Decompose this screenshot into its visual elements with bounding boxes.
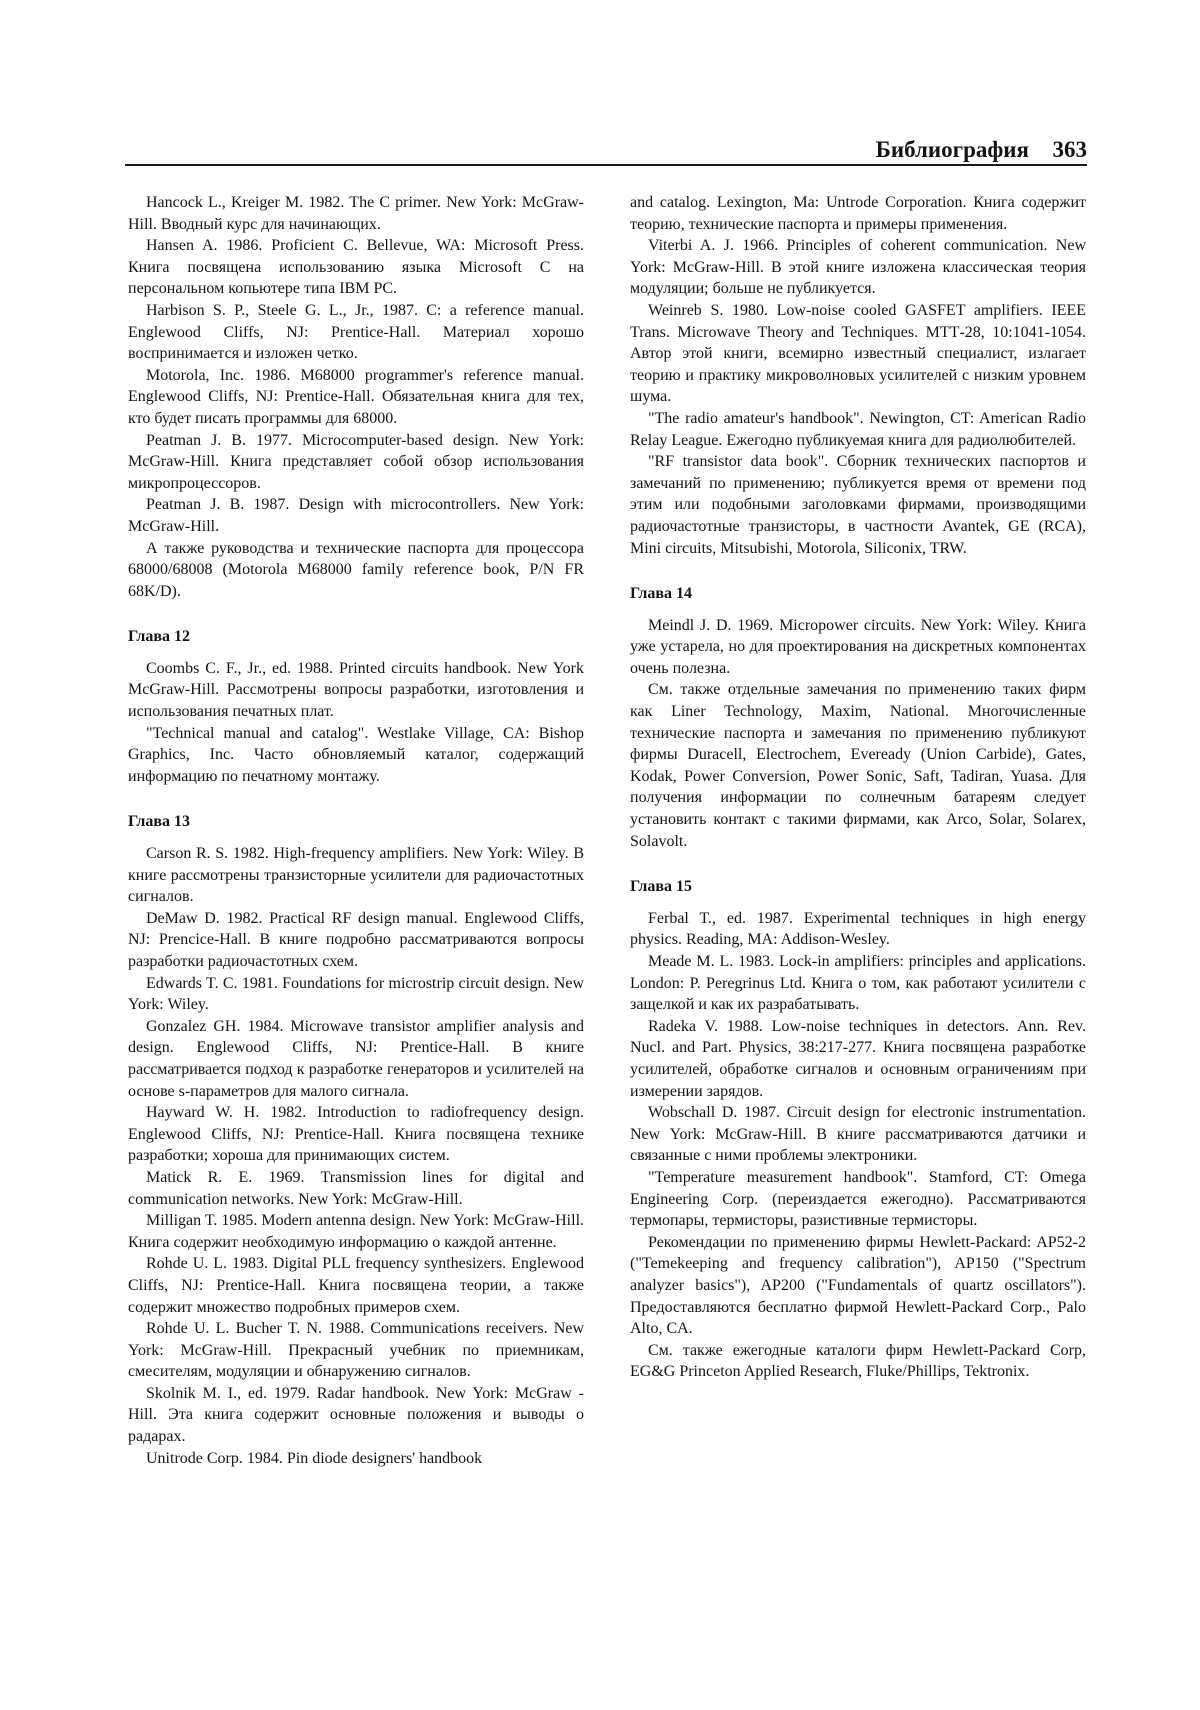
bib-entry: Edwards T. C. 1981. Foundations for microstrip circuit design. New York: Wiley. — [128, 974, 584, 1014]
section-gap — [128, 787, 584, 811]
bib-entry: Meade M. L. 1983. Lock-in amplifiers: principles and applications. London: P. Peregrinus Ltd. Книга о том, как работают усилители с защелкой и как их разрабатывать. — [630, 953, 1086, 1014]
header-rule — [125, 164, 1087, 166]
bib-entry: Carson R. S. 1982. High-frequency amplifiers. New York: Wiley. В книге рассмотрены транзисторные усилители для радиочастотных сигналов. — [128, 845, 584, 906]
bib-entry: Radeka V. 1988. Low-noise techniques in detectors. Ann. Rev. Nucl. and Part. Physics, 38:217-277. Книга посвящена разработке усилителей, обработке сигналов и основным ограничениям при измерении зарядов. — [630, 1017, 1086, 1100]
bib-entry: Hansen A. 1986. Proficient C. Bellevue, WA: Microsoft Press. Книга посвящена использованию языка Microsoft C на персональном копьютере типа IBM PC. — [128, 237, 584, 298]
page-number: 363 — [1052, 137, 1087, 162]
heading-gap — [128, 648, 584, 658]
bib-entry: Ferbal T., ed. 1987. Experimental techniques in high energy physics. Reading, MA: Addison-Wesley. — [630, 909, 1086, 949]
bib-entry: Viterbi A. J. 1966. Principles of coherent communication. New York: McGraw-Hill. В этой книге изложена классическая теория модуляции; больше не публикуется. — [630, 237, 1086, 298]
bib-entry: См. также ежегодные каталоги фирм Hewlett-Packard Corp, EG&G Princeton Applied Research, Fluke/Phillips, Tektronix. — [630, 1341, 1086, 1381]
bib-entry: Coombs C. F., Jr., ed. 1988. Printed circuits handbook. New York McGraw-Hill. Рассмотрены вопросы разработки, изготовления и использования печатных плат. — [128, 659, 584, 721]
heading-gap — [128, 833, 584, 843]
bib-entry: Weinreb S. 1980. Low-noise cooled GASFET amplifiers. IEEE Trans. Microwave Theory and Techniques. МТТ-28, 10:1041-1054. Автор этой книги, всемирно известный специалист, излагает теорию и практику микроволновых усилителей с низким уровнем шума. — [630, 301, 1086, 406]
section-gap — [128, 602, 584, 626]
bib-entry: Harbison S. P., Steele G. L., Jr., 1987. C: a reference manual. Englewood Cliffs, NJ: Prentice-Hall. Материал хорошо воспринимается и изложен четко. — [128, 301, 584, 363]
bib-entry: "Temperature measurement handbook". Stamford, CT: Omega Engineering Corp. (переиздается ежегодно). Рассматриваются термопары, термисторы, разистивные термисторы. — [630, 1168, 1086, 1230]
left-column — [128, 192, 584, 1469]
section-gap — [630, 559, 1086, 583]
bib-entry: Meindl J. D. 1969. Micropower circuits. New York: Wiley. Книга уже устарела, но для проектирования на дискретных компонентах очень полезна. — [630, 616, 1086, 677]
bib-entry: "The radio amateur's handbook". Newington, CT: American Radio Relay League. Ежегодно публикуемая книга для радиолюбителей. — [630, 409, 1086, 449]
chapter-heading-12: Глава 12 — [128, 628, 190, 646]
heading-gap — [630, 605, 1086, 615]
bib-entry: Hancock L., Kreiger M. 1982. The C primer. New York: McGraw-Hill. Вводный курс для начинающих. — [128, 194, 584, 233]
bib-entry: "RF transistor data book". Сборник технических паспортов и замечаний по применению; публикуется время от времени под этим или подобными заголовками фирмами, производящими радиочастотные транзисторы, в частности Avantek, GE (RCA), Mini circuits, Mitsubishi, Motorola, Siliconix, TRW. — [630, 453, 1086, 557]
bib-entry: "Technical manual and catalog". Westlake Village, CA: Bishop Graphics, Inc. Часто обновляемый каталог, содержащий информацию по печатному монтажу. — [128, 724, 584, 785]
chapter-heading-15: Глава 15 — [630, 878, 692, 896]
chapter-heading-13: Глава 13 — [128, 813, 190, 831]
header-title: Библиография — [875, 137, 1029, 162]
bib-entry: DeMaw D. 1982. Practical RF design manual. Englewood Cliffs, NJ: Prencice-Hall. В книге подробно рассматриваются вопросы разработки радиочастотных схем. — [128, 909, 584, 970]
running-header — [125, 133, 1087, 165]
bib-entry: Hayward W. H. 1982. Introduction to radiofrequency design. Englewood Cliffs, NJ: Prentice-Hall. Книга посвящена технике разработки; хороша для принимающих систем. — [128, 1104, 584, 1165]
bib-entry: Rohde U. L. Bucher T. N. 1988. Communications receivers. New York: McGraw-Hill. Прекрасный учебник по приемникам, смесителям, модуляции и обнаружению сигналов. — [128, 1320, 584, 1381]
bib-entry: Peatman J. B. 1987. Design with microcontrollers. New York: McGraw-Hill. — [128, 496, 584, 535]
section-gap — [630, 852, 1086, 876]
bib-entry: Рекомендации по применению фирмы Hewlett-Packard: AP52-2 ("Temekeeping and frequency calibration"), AP150 ("Spectrum analyzer basics"), AP200 ("Fundamentals of quartz oscillators"). Предоставляются бесплатно фирмой Hewlett-Packard Corp., Palo Alto, CA. — [630, 1233, 1086, 1338]
bib-entry: Peatman J. B. 1977. Microcomputer-based design. New York: McGraw-Hill. Книга представляет собой обзор использования микропроцессоров. — [128, 431, 584, 492]
bib-entry: Rohde U. L. 1983. Digital PLL frequency synthesizers. Englewood Cliffs, NJ: Prentice-Hall. Книга посвящена теории, а также содержит множество подробных примеров схем. — [128, 1255, 584, 1316]
bib-entry: Matick R. E. 1969. Transmission lines for digital and communication networks. New York: McGraw-Hill. — [128, 1168, 584, 1208]
bib-entry: Unitrode Corp. 1984. Pin diode designers' handbook — [146, 1449, 483, 1467]
bib-entry: Wobschall D. 1987. Circuit design for electronic instrumentation. New York: McGraw-Hill. В книге рассматриваются датчики и связанные с ними проблемы электроники. — [630, 1104, 1086, 1165]
bib-entry: См. также отдельные замечания по применению таких фирм как Liner Technology, Maxim, National. Многочисленные технические паспорта и замечания по применению публикуют фирмы Duracell, Electrochem, Eveready (Union Carbide), Gates, Kodak, Power Conversion, Power Sonic, Saft, Tadiran, Yuasa. Для получения информации по солнечным батареям следует установить контакт с такими фирмами, как Arco, Solar, Solarex, Solavolt. — [630, 681, 1086, 850]
right-column — [630, 192, 1086, 1383]
bib-entry: Skolnik M. I., ed. 1979. Radar handbook. New York: McGraw - Hill. Эта книга содержит основные положения и выводы о радарах. — [128, 1384, 584, 1446]
heading-gap — [630, 898, 1086, 908]
bib-entry: Milligan T. 1985. Modern antenna design. New York: McGraw-Hill. Книга содержит необходимую информацию о каждой антенне. — [128, 1212, 585, 1251]
bib-entry: Motorola, Inc. 1986. M68000 programmer's reference manual. Englewood Cliffs, NJ: Prentice-Hall. Обязательная книга для тех, кто будет писать программы для 68000. — [128, 366, 584, 427]
chapter-heading-14: Глава 14 — [630, 585, 692, 603]
bib-entry: Gonzalez GH. 1984. Microwave transistor amplifier analysis and design. Englewood Cliffs, NJ: Prentice-Hall. В книге рассматривается подход к разработке генераторов и усилителей на основе s-параметров для малого сигнала. — [128, 1017, 584, 1100]
bib-entry: А также руководства и технические паспорта для процессора 68000/68008 (Motorola M68000 family reference book, P/N FR 68K/D). — [128, 539, 584, 600]
bib-entry: and catalog. Lexington, Ma: Untrode Corporation. Книга содержит теорию, технические паспорта и примеры применения. — [630, 194, 1086, 233]
